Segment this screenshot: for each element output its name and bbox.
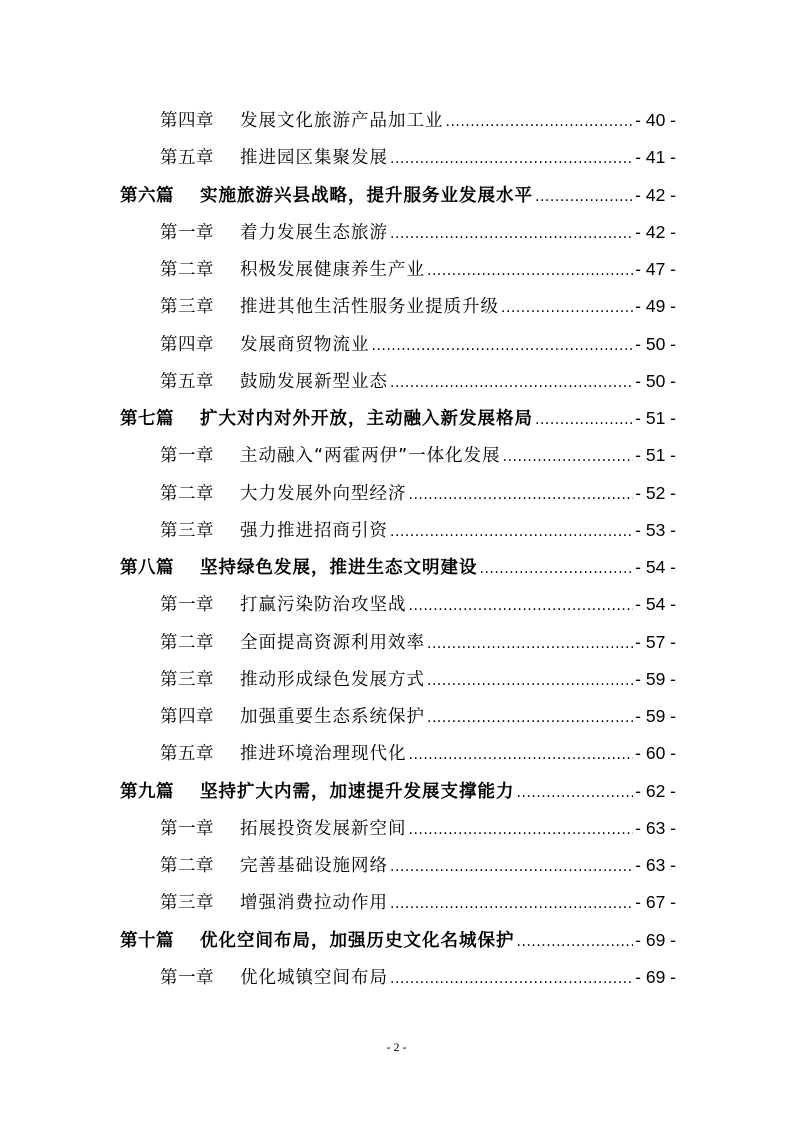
toc-entry-page: - 42 - <box>635 184 676 205</box>
toc-entry-title: 推进园区集聚发展 <box>240 148 388 169</box>
toc-entry-page: - 57 - <box>635 631 676 652</box>
toc-entry-title: 全面提高资源利用效率 <box>240 632 425 653</box>
toc-entry-page: - 41 - <box>635 147 676 168</box>
toc-leader-dots <box>446 104 634 141</box>
toc-leader-dots <box>390 365 633 402</box>
toc-entry-number: 第三章 <box>160 297 214 318</box>
toc-entry-title: 完善基础设施网络 <box>240 856 388 876</box>
toc-leader-dots <box>427 253 633 290</box>
toc-entry-number: 第四章 <box>160 334 214 355</box>
toc-entry-title: 着力发展生态旅游 <box>240 222 388 243</box>
toc-entry-title: 大力发展外向型经济 <box>240 483 407 504</box>
toc-entry-page: - 67 - <box>635 892 676 913</box>
toc-entry[interactable] <box>120 251 676 288</box>
toc-leader-dots <box>427 700 633 737</box>
toc-entry[interactable] <box>120 288 676 325</box>
toc-entry-page: - 59 - <box>635 706 676 726</box>
toc-entry-title: 推进其他生活性服务业提质升级 <box>240 297 499 318</box>
toc-entry-title: 主动融入“两霍两伊”一体化发展 <box>240 446 501 467</box>
toc-entry[interactable] <box>120 847 676 884</box>
toc-entry-page: - 60 - <box>635 743 676 764</box>
toc-entry-number: 第一章 <box>160 967 214 988</box>
toc-entry-number: 第二章 <box>160 260 214 280</box>
toc-entry-title: 坚持绿色发展，推进生态文明建设 <box>200 558 478 578</box>
toc-entry-title: 优化空间布局，加强历史文化名城保护 <box>200 930 515 951</box>
toc-entry-title: 加强重要生态系统保护 <box>240 707 425 727</box>
toc-entry-title: 鼓励发展新型业态 <box>240 371 388 392</box>
toc-entry-page: - 49 - <box>635 296 676 317</box>
toc-entry-page: - 53 - <box>635 519 676 540</box>
toc-entry-number: 第四章 <box>160 111 214 131</box>
toc-leader-dots <box>390 961 633 998</box>
toc-leader-dots <box>390 514 633 551</box>
toc-leader-dots <box>390 141 633 178</box>
toc-entry-page: - 59 - <box>635 668 676 689</box>
toc-entry[interactable] <box>120 214 676 251</box>
page-number-footer: - 2 - <box>386 1040 407 1054</box>
toc-entry-title: 坚持扩大内需，加速提升发展支撑能力 <box>200 781 515 802</box>
toc-entry-number: 第六篇 <box>120 185 174 206</box>
toc-entry-page: - 50 - <box>635 333 676 354</box>
toc-entry-number: 第三章 <box>160 893 214 914</box>
toc-leader-dots <box>409 477 634 514</box>
toc-leader-dots <box>409 812 634 849</box>
toc-entry[interactable] <box>120 922 676 959</box>
toc-entry[interactable] <box>120 326 676 363</box>
toc-entry-title: 发展文化旅游产品加工业 <box>240 111 444 131</box>
toc-leader-dots <box>480 551 634 588</box>
toc-entry[interactable] <box>120 512 676 549</box>
toc-entry-number: 第四章 <box>160 707 214 727</box>
toc-entry[interactable] <box>120 773 676 810</box>
toc-entry-number: 第二章 <box>160 483 214 504</box>
toc-entry-number: 第七篇 <box>120 409 174 429</box>
toc-entry[interactable] <box>120 735 676 772</box>
toc-entry[interactable] <box>120 884 676 921</box>
toc-leader-dots <box>427 663 633 700</box>
table-of-contents <box>120 102 676 996</box>
toc-leader-dots <box>535 179 633 216</box>
toc-entry-page: - 63 - <box>635 855 676 875</box>
toc-entry-page: - 54 - <box>635 557 676 577</box>
toc-leader-dots <box>535 402 633 439</box>
toc-entry[interactable] <box>120 177 676 214</box>
toc-entry-number: 第一章 <box>160 222 214 243</box>
toc-entry-page: - 47 - <box>635 259 676 279</box>
toc-entry[interactable] <box>120 624 676 661</box>
toc-entry[interactable] <box>120 139 676 176</box>
toc-entry[interactable] <box>120 661 676 698</box>
toc-entry-title: 积极发展健康养生产业 <box>240 260 425 280</box>
toc-entry-page: - 54 - <box>635 594 676 615</box>
toc-entry-title: 扩大对内对外开放，主动融入新发展格局 <box>200 409 533 429</box>
toc-leader-dots <box>503 439 634 476</box>
toc-entry-page: - 52 - <box>635 482 676 503</box>
toc-entry-page: - 50 - <box>635 370 676 391</box>
toc-entry[interactable] <box>120 102 676 139</box>
toc-entry-number: 第五章 <box>160 148 214 169</box>
toc-entry-page: - 69 - <box>635 966 676 987</box>
toc-entry-number: 第一章 <box>160 595 214 616</box>
toc-entry[interactable] <box>120 363 676 400</box>
toc-entry[interactable] <box>120 475 676 512</box>
toc-entry[interactable] <box>120 698 676 735</box>
toc-entry-page: - 51 - <box>635 408 676 428</box>
toc-entry-title: 发展商贸物流业 <box>240 334 370 355</box>
toc-entry-number: 第二章 <box>160 632 214 653</box>
toc-entry[interactable] <box>120 437 676 474</box>
toc-entry-title: 打赢污染防治攻坚战 <box>240 595 407 616</box>
toc-leader-dots <box>517 924 634 961</box>
toc-leader-dots <box>390 886 633 923</box>
toc-entry-number: 第五章 <box>160 744 214 765</box>
toc-entry-page: - 51 - <box>635 445 676 466</box>
toc-entry-page: - 62 - <box>635 780 676 801</box>
toc-leader-dots <box>409 588 634 625</box>
toc-entry-title: 推进环境治理现代化 <box>240 744 407 765</box>
toc-entry-page: - 40 - <box>635 110 676 130</box>
toc-entry[interactable] <box>120 959 676 996</box>
toc-entry[interactable] <box>120 586 676 623</box>
toc-entry-page: - 63 - <box>635 817 676 838</box>
toc-entry-title: 增强消费拉动作用 <box>240 893 388 914</box>
toc-entry-page: - 69 - <box>635 929 676 950</box>
toc-entry-number: 第九篇 <box>120 781 174 802</box>
toc-leader-dots <box>501 290 633 327</box>
toc-entry-number: 第三章 <box>160 669 214 690</box>
toc-leader-dots <box>372 328 634 365</box>
toc-entry[interactable] <box>120 549 676 586</box>
toc-entry-number: 第二章 <box>160 856 214 876</box>
toc-entry-number: 第三章 <box>160 520 214 541</box>
toc-entry-title: 拓展投资发展新空间 <box>240 818 407 839</box>
toc-entry-number: 第一章 <box>160 818 214 839</box>
toc-entry-number: 第十篇 <box>120 930 174 951</box>
toc-entry-title: 实施旅游兴县战略，提升服务业发展水平 <box>200 185 533 206</box>
toc-leader-dots <box>427 626 633 663</box>
toc-leader-dots <box>517 775 634 812</box>
toc-entry-number: 第一章 <box>160 446 214 467</box>
toc-entry-title: 强力推进招商引资 <box>240 520 388 541</box>
toc-entry[interactable] <box>120 810 676 847</box>
toc-entry-page: - 42 - <box>635 221 676 242</box>
toc-entry-title: 优化城镇空间布局 <box>240 967 388 988</box>
toc-leader-dots <box>390 849 633 886</box>
toc-leader-dots <box>409 737 634 774</box>
toc-entry-number: 第五章 <box>160 371 214 392</box>
toc-leader-dots <box>390 216 633 253</box>
toc-entry[interactable] <box>120 400 676 437</box>
toc-entry-title: 推动形成绿色发展方式 <box>240 669 425 690</box>
toc-entry-number: 第八篇 <box>120 558 174 578</box>
